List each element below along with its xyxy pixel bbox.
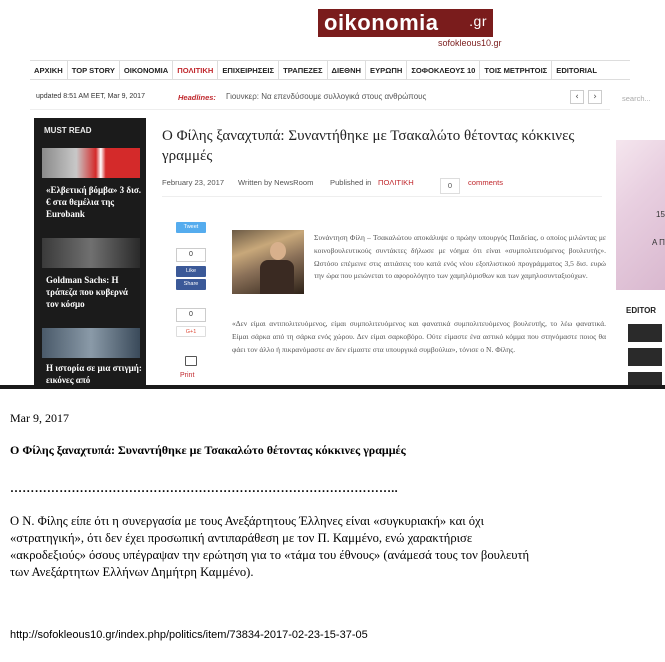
headline-link[interactable]: Γιουνκερ: Να επενδύσουμε συλλογικά στους ανθρώπους bbox=[226, 92, 427, 101]
must-read-item[interactable]: Η ιστορία σε μια στιγμή: εικόνες από bbox=[46, 363, 142, 385]
site-logo[interactable] bbox=[318, 9, 493, 37]
logo-tld: .gr bbox=[469, 13, 487, 29]
nav-item-international[interactable]: ΔΙΕΘΝΗ bbox=[328, 61, 367, 79]
tweet-button[interactable]: Tweet bbox=[176, 222, 206, 233]
nav-item-banks[interactable]: ΤΡΑΠΕΖΕΣ bbox=[279, 61, 327, 79]
comment-count: 0 bbox=[440, 178, 460, 194]
must-read-title: MUST READ bbox=[44, 126, 92, 135]
meta-divider bbox=[162, 196, 602, 197]
print-link[interactable]: Print bbox=[180, 372, 195, 379]
printer-icon[interactable] bbox=[185, 356, 197, 366]
editorial-thumb-1[interactable] bbox=[628, 324, 662, 342]
facebook-like-button[interactable]: Like bbox=[176, 266, 206, 277]
excerpt-body: Ο Ν. Φίλης είπε ότι η συνεργασία με τους Ανεξάρτητους Έλληνες είναι «συγκυριακή» και όχι «στρατηγική», ότι δεν έχει προσωπική αντιπαράθεση με τον Π. Καμμένο, ενώ χαρακτήρισε «ακροδεξιούς» όσους υπέγραψαν την ερώτηση για το «τάμα του έθνους» (ανάμεσά τους τον βουλευτή των Ανεξάρτητων Ελλήνων Δημήτρη Καμμένο). bbox=[10, 514, 530, 579]
must-read-thumb-2[interactable] bbox=[42, 238, 140, 268]
excerpt-title: Ο Φίλης ξαναχτυπά: Συναντήθηκε με Τσακαλώτο θέτοντας κόκκινες γραμμές bbox=[10, 443, 406, 457]
facebook-share-button[interactable]: Share bbox=[176, 279, 206, 290]
search-input[interactable]: search... bbox=[622, 94, 651, 103]
article-paragraph-1: Συνάντηση Φίλη – Τσακαλώτου αποκάλυψε ο πρώην υπουργός Παιδείας, ο οποίος μιλώντας με κοινοβουλευτικούς συντάκτες δήλωσε με νόημα ότι είναι «συμπολιτευόμενος βουλευτής». Ωστόσο επέμεινε στις αιτιάσεις του κατά ενός νέου εξοπλιστικού προγράμματος 3,5 δισ. ευρώ την ώρα που μειώνεται το αφορολόγητο των χαμηλόμισθων και των χαμηλοσυνταξιούχων. bbox=[314, 233, 606, 281]
must-read-item[interactable]: «Ελβετική βόμβα» 3 δισ. € στα θεμέλια της Eurobank bbox=[46, 185, 142, 219]
published-in-label: Published in bbox=[330, 178, 372, 187]
article-author: Written by NewsRoom bbox=[238, 178, 314, 187]
source-url[interactable]: http://sofokleous10.gr/index.php/politics/item/73834-2017-02-23-15-37-05 bbox=[10, 629, 368, 641]
must-read-thumb-1[interactable] bbox=[42, 148, 140, 178]
ad-text-1: 15 bbox=[656, 210, 665, 219]
main-nav bbox=[30, 60, 630, 80]
photo-body bbox=[260, 260, 294, 294]
logo-subtitle: sofokleous10.gr bbox=[438, 38, 502, 48]
chevron-left-icon[interactable]: ‹ bbox=[570, 90, 584, 104]
document-excerpt bbox=[0, 389, 665, 662]
nav-item-europe[interactable]: ΕΥΡΩΠΗ bbox=[366, 61, 407, 79]
nav-item-cash[interactable]: ΤΟΙΣ ΜΕΤΡΗΤΟΙΣ bbox=[480, 61, 552, 79]
updated-timestamp: updated 8:51 AM EET, Mar 9, 2017 bbox=[36, 93, 145, 100]
logo-text: oikonomia bbox=[324, 10, 439, 35]
nav-item-politics[interactable]: ΠΟΛΙΤΙΚΗ bbox=[173, 61, 218, 79]
advertisement-banner[interactable] bbox=[616, 140, 665, 290]
dotted-separator: ………………………………………………………………………………….. bbox=[10, 481, 398, 495]
headlines-label: Headlines: bbox=[178, 93, 216, 102]
must-read-item[interactable]: Goldman Sachs: Η τράπεζα που κυβερνά τον κόσμο bbox=[46, 275, 128, 309]
editorial-label: EDITOR bbox=[626, 306, 657, 315]
comments-link[interactable]: comments bbox=[468, 178, 504, 187]
nav-item-editorial[interactable]: EDITORIAL bbox=[556, 66, 598, 75]
must-read-sidebar bbox=[34, 118, 146, 388]
nav-item-business[interactable]: ΕΠΙΧΕΙΡΗΣΕΙΣ bbox=[218, 61, 279, 79]
article-meta bbox=[162, 176, 602, 192]
nav-item-home[interactable]: ΑΡΧΙΚΗ bbox=[30, 61, 68, 79]
excerpt-date: Mar 9, 2017 bbox=[10, 411, 69, 425]
editorial-thumb-2[interactable] bbox=[628, 348, 662, 366]
category-link[interactable]: ΠΟΛΙΤΙΚΗ bbox=[378, 178, 414, 187]
article-title: Ο Φίλης ξαναχτυπά: Συναντήθηκε με Τσακαλώτο θέτοντας κόκκινες γραμμές bbox=[162, 128, 575, 164]
photo-face bbox=[270, 242, 286, 260]
nav-item-economy[interactable]: ΟΙΚΟΝΟΜΙΑ bbox=[120, 61, 173, 79]
must-read-thumb-3[interactable] bbox=[42, 328, 140, 358]
article bbox=[152, 118, 612, 388]
ad-text-2: Α Π bbox=[652, 238, 665, 247]
article-paragraph-2: «Δεν είμαι αντιπολιτευόμενος, είμαι συμπολιτευόμενος και φανατικά συμπολιτευόμενος βουλευτής, το λέω φανατικά. Είμαι σάρκα από τη σάρκα ενός χώρου. Δεν είμαι σαρκοβόρο. Ούτε είμαστε ένα αστικό κόμμα που στηνόμαστε ποιος θα φάει τον άλλο ή πικρανόμαστε αν δεν είμαστε στα υπουργικά συμβούλια», τόνισε ο Ν. Φίλης. bbox=[232, 319, 606, 354]
chevron-right-icon[interactable]: › bbox=[588, 90, 602, 104]
nav-item-top-story[interactable]: TOP STORY bbox=[68, 61, 120, 79]
article-date: February 23, 2017 bbox=[162, 178, 225, 187]
logo-bar bbox=[0, 0, 665, 56]
gplus-button[interactable]: G+1 bbox=[176, 326, 206, 337]
gplus-count: 0 bbox=[176, 308, 206, 322]
headline-ticker bbox=[30, 88, 610, 110]
like-count: 0 bbox=[176, 248, 206, 262]
article-photo bbox=[232, 230, 304, 294]
nav-item-sofokleous[interactable]: ΣΟΦΟΚΛΕΟΥΣ 10 bbox=[407, 61, 480, 79]
